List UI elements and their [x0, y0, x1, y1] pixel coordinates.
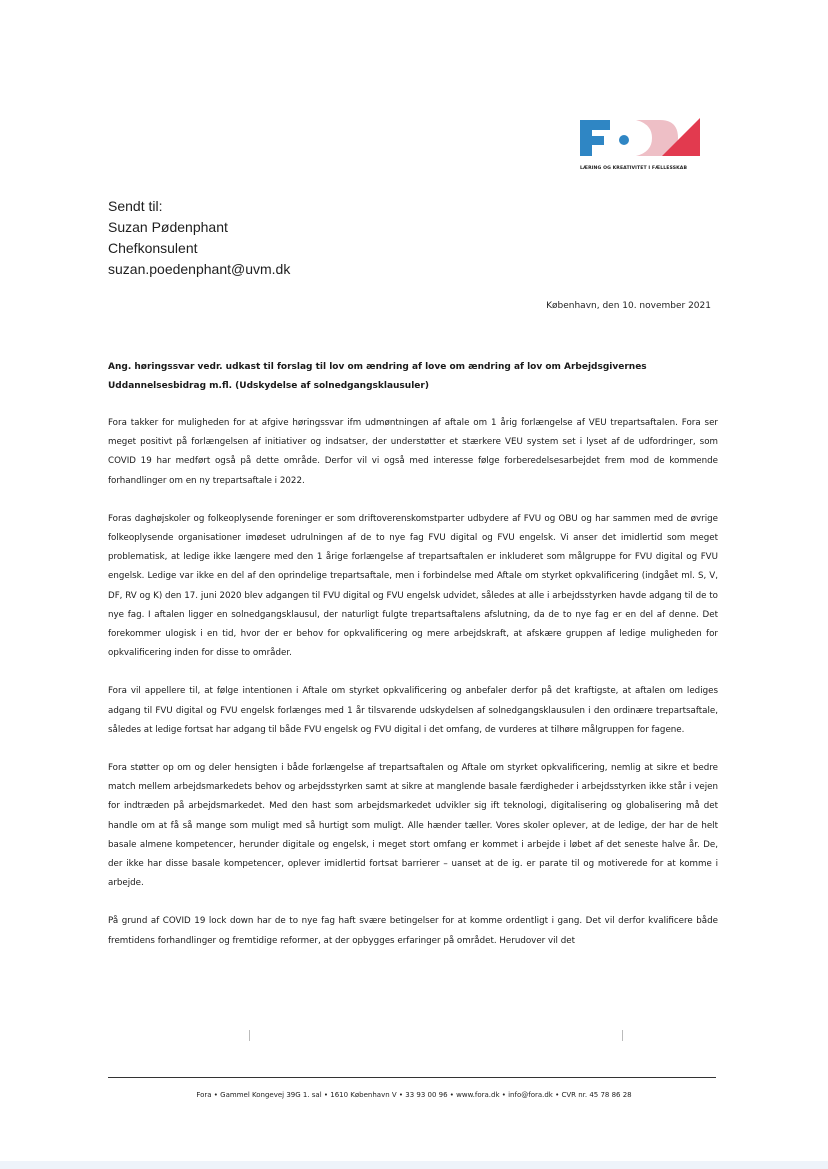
recipient-email: suzan.poedenphant@uvm.dk	[108, 261, 291, 277]
recipient-block	[108, 196, 290, 280]
paragraph: Foras daghøjskoler og folkeoplysende foreninger er som driftoverenskomstparter udbydere af FVU og OBU og har sammen med de øvrige folkeoplysende organisationer imødeset udrulningen af de to nye fag FVU digital og FVU engelsk. Vi anser det imidlertid som meget problematisk, at ledige ikke længere med den 1 årige forlængelse af trepartsaftalen er inkluderet som målgruppe for FVU digital og FVU engelsk. Ledige var ikke en del af den oprindelige trepartsaftale, men i forbindelse med Aftale om styrket opkvalificering (indgået ml. S, V, DF, RV og K) den 17. juni 2020 blev adgangen til FVU digital og FVU engelsk udvidet, således at alle i arbejdsstyrken havde adgang til de to nye fag. I aftalen ligger en solnedgangsklausul, der naturligt fulgte trepartsaftalens afslutning, da de to nye fag er en del af denne. Det forekommer ulogisk i en tid, hvor der er behov for opkvalificering og mere arbejdskraft, at afskære gruppen af ledige muligheden for opkvalificering inden for disse to områder.	[108, 513, 718, 659]
paragraph: Fora takker for muligheden for at afgive høringssvar ifm udmøntningen af aftale om 1 årig forlængelse af VEU trepartsaftalen. Fora ser meget positivt på forlængelsen af initiativer og indsatser, der understøtter et stærkere VEU system set i lyset af de udfordringer, som COVID 19 har medført også på dette område. Derfor vil vi også med interesse følge forberedelsesarbejdet frem mod de kommende forhandlinger om en ny trepartsaftale i 2022.	[108, 418, 718, 486]
scan-mark	[249, 1030, 250, 1041]
letter-footer: Fora • Gammel Kongevej 39G 1. sal • 1610 København V • 33 93 00 96 • www.fora.dk • info@fora.dk • CVR nr. 45 78 86 28	[196, 1091, 632, 1099]
recipient-heading: Sendt til:	[108, 198, 163, 214]
logo-dot	[619, 135, 629, 145]
logo-f-middle	[580, 136, 604, 145]
recipient-name: Suzan Pødenphant	[108, 219, 228, 235]
footer-divider	[108, 1077, 716, 1078]
letter-subject: Ang. høringssvar vedr. udkast til forslag til lov om ændring af love om ændring af lov om Arbejdsgivernes Uddannelsesbidrag m.fl. (Udskydelse af solnedgangsklausuler)	[108, 362, 647, 391]
letter-date: København, den 10. november 2021	[546, 301, 711, 311]
recipient-title: Chefkonsulent	[108, 240, 198, 256]
paragraph: Fora vil appellere til, at følge intentionen i Aftale om styrket opkvalificering og anbefaler derfor på det kraftigste, at aftalen om lediges adgang til FVU digital og FVU engelsk forlænges med 1 år tilsvarende udskydelsen af solnedgangsklausulen i den ordinære trepartsaftale, således at ledige fortsat har adgang til både FVU engelsk og FVU digital i det omfang, de vurderes at tilhøre målgruppen for fagene.	[108, 686, 718, 735]
logo-f-top	[580, 120, 610, 130]
paragraph: Fora støtter op om og deler hensigten i både forlængelse af trepartsaftalen og Aftale om styrket opkvalificering, nemlig at sikre et bedre match mellem arbejdsmarkedets behov og arbejdsstyrken samt at sikre at manglende basale færdigheder i arbejdsstyrken ikke står i vejen for indtræden på arbejdsmarkedet. Med den hast som arbejdsmarkedet udvikler sig ift teknologi, digitalisering og globalisering må det handle om at få så mange som muligt med så hurtigt som muligt. Alle hænder tæller. Vores skoler oplever, at de ledige, der har de helt basale almene kompetencer, herunder digitale og engelsk, i meget stort omfang er kommet i arbejde i løbet af det seneste halve år. De, der ikke har disse basale kompetencer, oplever imidlertid fortsat barrierer – uanset at de ig. er parate til og motiverede for at komme i arbejde.	[108, 763, 718, 889]
letter-body	[108, 414, 718, 970]
scan-mark	[622, 1030, 623, 1041]
paragraph: På grund af COVID 19 lock down har de to nye fag haft svære betingelser for at komme ordentligt i gang. Det vil derfor kvalificere både fremtidens forhandlinger og fremtidige reformer, at der opbygges erfaringer på området. Herudover vil det	[108, 916, 718, 946]
scan-edge	[0, 1161, 828, 1169]
logo-tagline: LÆRING OG KREATIVITET I FÆLLESSKAB	[580, 166, 688, 171]
fora-logo	[578, 114, 704, 174]
